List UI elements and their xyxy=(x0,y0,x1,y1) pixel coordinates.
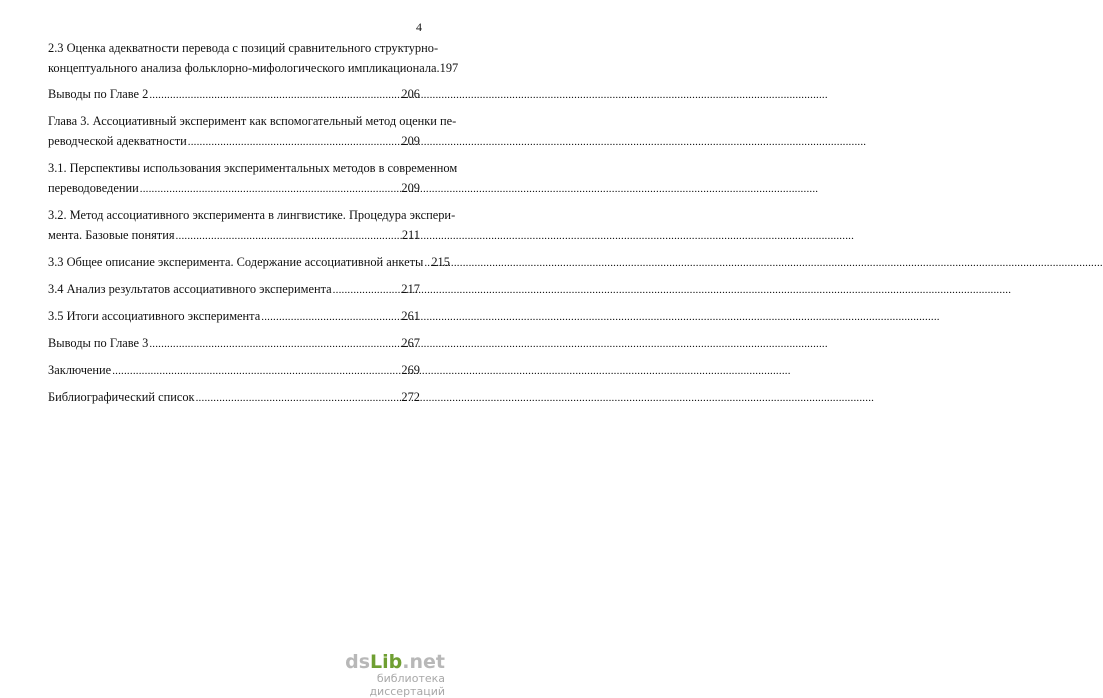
toc-entry-text: Заключение xyxy=(48,363,112,377)
toc-entry-line xyxy=(48,178,420,199)
toc-entry-3-1 xyxy=(48,158,458,199)
toc-entry-text: Библиографический список xyxy=(48,390,195,404)
toc-entry-text: 2.3 Оценка адекватности перевода с позиций сравнительного структурно- xyxy=(48,41,439,55)
toc-entry-dot: . xyxy=(436,61,440,75)
watermark-logo xyxy=(305,652,445,672)
toc-entry-text: переводоведении xyxy=(48,181,139,195)
toc-entry-text: Глава 3. Ассоциативный эксперимент как вспомогательный метод оценки пе- xyxy=(48,114,457,128)
toc-entry-3-4 xyxy=(48,279,420,300)
toc-entry-3-2 xyxy=(48,205,456,246)
toc-entry-text: мента. Базовые понятия xyxy=(48,228,175,242)
toc-page-number: 209 xyxy=(401,134,420,148)
toc-entry-bibliography xyxy=(48,387,420,408)
toc-leader-dots xyxy=(112,361,400,381)
toc-entry-line xyxy=(48,58,459,78)
toc-entry-text: 3.2. Метод ассоциативного эксперимента в лингвистике. Процедура экспери- xyxy=(48,208,456,222)
toc-page-number: 217 xyxy=(401,282,420,296)
page-number: 4 xyxy=(416,20,422,34)
toc-entry-line xyxy=(48,158,458,178)
toc-entry-text: 3.4 Анализ результатов ассоциативного эксперимента xyxy=(48,282,332,296)
toc-entry-text: 3.5 Итоги ассоциативного эксперимента xyxy=(48,309,261,323)
toc-entry-line xyxy=(48,333,420,354)
toc-leader-dots xyxy=(149,85,400,105)
toc-leader-dots xyxy=(333,280,401,300)
toc-entry-conclusion xyxy=(48,360,420,381)
toc-leader-dots xyxy=(176,226,401,246)
toc-entry-text: Выводы по Главе 3 xyxy=(48,336,149,350)
toc-page-number: 272 xyxy=(401,390,420,404)
toc-page-number: 261 xyxy=(401,309,420,323)
watermark-logo-ds: ds xyxy=(345,651,371,673)
toc-entry-line xyxy=(48,205,456,225)
toc-entry-line xyxy=(48,131,420,152)
watermark-logo-lib: Lib xyxy=(370,651,403,673)
toc-entry-text: 3.3 Общее описание эксперимента. Содержание ассоциативной анкеты xyxy=(48,255,424,269)
toc-entry-3-3 xyxy=(48,252,450,273)
toc-entry-line xyxy=(48,306,420,327)
toc-leader-dots xyxy=(149,334,400,354)
toc-entry-text: 3.1. Перспективы использования экспериментальных методов в современном xyxy=(48,161,458,175)
toc-page-number: 197 xyxy=(439,61,459,75)
toc-page-number: 215 xyxy=(431,255,450,269)
toc-entry-line xyxy=(48,360,420,381)
toc-page-number: 209 xyxy=(401,181,420,195)
toc-entry-line xyxy=(48,111,457,131)
toc-entry-conclusions-ch2 xyxy=(48,84,420,105)
toc-page-number: 267 xyxy=(401,336,420,350)
toc-leader-dots xyxy=(140,179,401,199)
toc-entry-2-3 xyxy=(48,38,459,78)
toc-entry-line xyxy=(48,279,420,300)
toc-leader-dots xyxy=(188,132,401,152)
table-of-contents xyxy=(48,38,459,414)
toc-page-number: 269 xyxy=(401,363,420,377)
toc-entry-text: Выводы по Главе 2 xyxy=(48,87,149,101)
toc-entry-line xyxy=(48,252,450,273)
toc-entry-conclusions-ch3 xyxy=(48,333,420,354)
watermark-subtitle: библиотека диссертаций xyxy=(369,672,445,698)
toc-entry-line xyxy=(48,84,420,105)
site-watermark xyxy=(305,652,445,698)
toc-entry-text: реводческой адекватности xyxy=(48,134,187,148)
toc-leader-dots xyxy=(196,388,401,408)
toc-entry-3-5 xyxy=(48,306,420,327)
toc-leader-dots xyxy=(261,307,400,327)
toc-entry-chapter-3 xyxy=(48,111,457,152)
toc-entry-line xyxy=(48,387,420,408)
toc-page-number: 206 xyxy=(401,87,420,101)
toc-entry-text: концептуального анализа фольклорно-мифологического импликационала xyxy=(48,61,437,75)
toc-leader-dots xyxy=(424,253,430,273)
toc-page-number: 211 xyxy=(401,228,420,242)
watermark-logo-net: .net xyxy=(402,651,445,673)
toc-entry-line xyxy=(48,225,420,246)
toc-entry-line xyxy=(48,38,439,58)
